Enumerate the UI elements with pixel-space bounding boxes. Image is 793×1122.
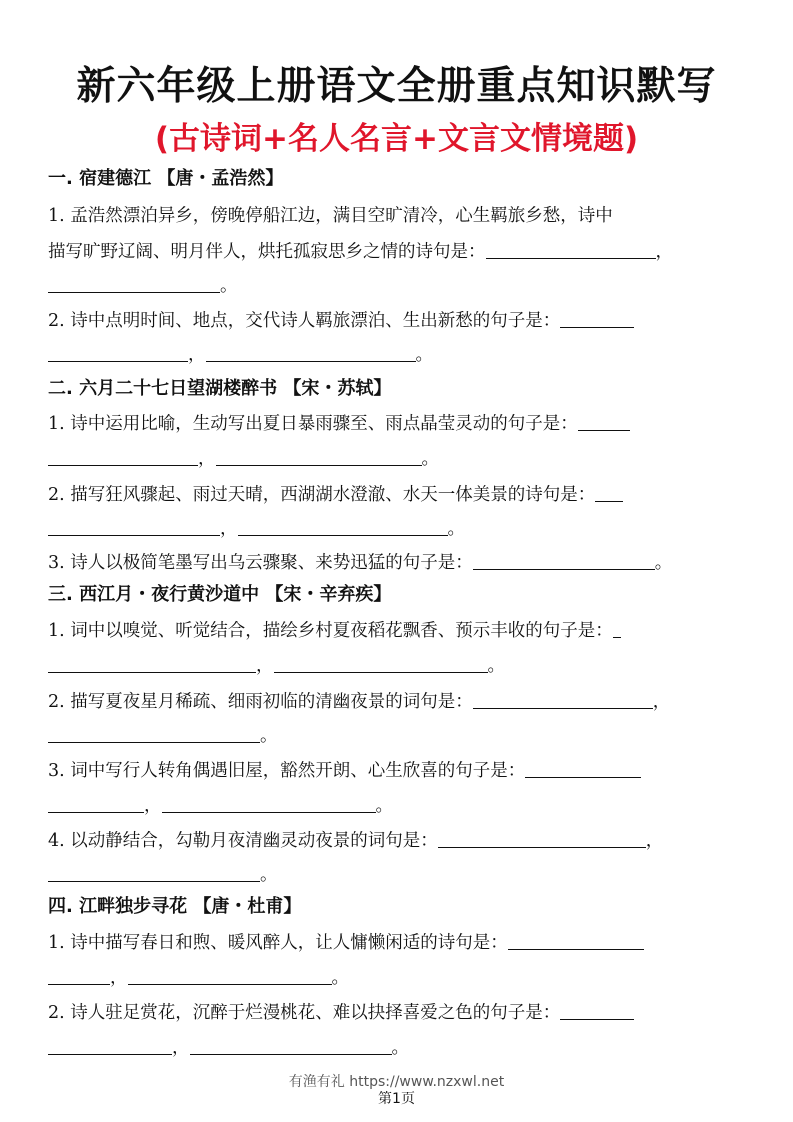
period: 。 [654,553,673,573]
question-line [48,481,623,506]
answer-blank[interactable] [48,343,188,362]
comma: ， [110,968,128,988]
question-line [48,688,670,713]
question-line [48,445,439,470]
answer-blank[interactable] [48,794,144,813]
answer-blank[interactable] [486,240,656,259]
question-line [48,515,465,540]
answer-blank[interactable] [48,1036,172,1055]
comma: ， [652,692,671,712]
comma: ， [144,796,162,816]
question-line [48,307,634,332]
question-text: 1. 孟浩然漂泊异乡，傍晚停船江边，满目空旷清冷，心生羁旅乡愁，诗中 [48,206,613,226]
answer-blank[interactable] [560,309,634,328]
period: 。 [220,276,238,296]
question-line [48,827,663,852]
comma: ， [645,831,664,851]
footer-watermark: 有渔有礼 https://www.nzxwl.net [288,1074,505,1090]
section-heading: 二. 六月二十七日望湖楼醉书 【宋・苏轼】 [48,378,392,399]
question-line [48,617,621,642]
answer-blank[interactable] [48,517,220,536]
question-line [48,238,673,263]
question-text: 3. 诗人以极简笔墨写出乌云骤聚、来势迅猛的句子是： [48,553,473,573]
question-text: 2. 诗人驻足赏花，沉醉于烂漫桃花、难以抉择喜爱之色的句子是： [48,1003,561,1023]
question-line [48,757,641,782]
comma: ， [188,345,206,365]
answer-blank[interactable] [48,274,220,293]
answer-blank[interactable] [438,829,646,848]
question-line [48,1034,409,1059]
question-text: 3. 词中写行人转角偶遇旧屋，豁然开朗、心生欣喜的句子是： [48,761,526,781]
period: 。 [260,865,278,885]
answer-blank[interactable] [48,447,198,466]
answer-blank[interactable] [162,794,376,813]
question-line [48,652,505,677]
section-heading: 四. 江畔独步寻花 【唐・杜甫】 [48,896,302,917]
question-line [48,272,238,297]
question-text: 2. 描写狂风骤起、雨过天晴，西湖湖水澄澈、水天一体美景的诗句是： [48,485,596,505]
answer-blank[interactable] [48,863,260,882]
answer-blank[interactable] [473,551,655,570]
question-line [48,722,278,747]
question-line [48,410,630,435]
period: 。 [260,726,278,746]
section-heading: 一. 宿建德江 【唐・孟浩然】 [48,168,284,189]
answer-blank[interactable] [525,759,641,778]
question-line [48,549,672,574]
answer-blank[interactable] [274,654,488,673]
answer-blank[interactable] [190,1036,392,1055]
answer-blank[interactable] [206,343,416,362]
section-heading: 三. 西江月・夜行黄沙道中 【宋・辛弃疾】 [48,584,392,605]
answer-blank[interactable] [48,654,256,673]
question-line [48,341,433,366]
period: 。 [331,968,349,988]
period: 。 [447,519,465,539]
question-line [48,999,634,1024]
question-text: 2. 描写夏夜星月稀疏、细雨初临的清幽夜景的词句是： [48,692,473,712]
answer-blank[interactable] [216,447,422,466]
page-number: 第1页 [378,1091,415,1107]
answer-blank[interactable] [238,517,448,536]
question-line [48,861,278,886]
answer-blank[interactable] [560,1001,634,1020]
question-text: 描写旷野辽阔、明月伴人，烘托孤寂思乡之情的诗句是： [48,242,486,262]
question-line [48,964,349,989]
question-line [48,929,644,954]
question-text: 1. 诗中描写春日和煦、暖风醉人，让人慵懒闲适的诗句是： [48,933,508,953]
answer-blank[interactable] [595,483,623,502]
period: 。 [375,796,393,816]
period: 。 [391,1038,409,1058]
question-text: 1. 诗中运用比喻，生动写出夏日暴雨骤至、雨点晶莹灵动的句子是： [48,414,578,434]
answer-blank[interactable] [473,690,653,709]
answer-blank[interactable] [508,931,644,950]
question-text: 2. 诗中点明时间、地点，交代诗人羁旅漂泊、生出新愁的句子是： [48,311,561,331]
page-subtitle: (古诗词+名人名言+文言文情境题) [154,121,639,157]
period: 。 [487,656,505,676]
answer-blank[interactable] [578,412,630,431]
comma: ， [655,242,673,262]
comma: ， [172,1038,190,1058]
comma: ， [220,519,238,539]
answer-blank[interactable] [613,619,621,638]
page-title: 新六年级上册语文全册重点知识默写 [76,64,717,109]
answer-blank[interactable] [48,966,110,985]
period: 。 [415,345,433,365]
question-text: 1. 词中以嗅觉、听觉结合，描绘乡村夏夜稻花飘香、预示丰收的句子是： [48,621,613,641]
answer-blank[interactable] [128,966,332,985]
question-line [48,792,393,817]
comma: ， [198,449,216,469]
period: 。 [421,449,439,469]
comma: ， [256,656,274,676]
answer-blank[interactable] [48,724,260,743]
question-text: 4. 以动静结合，勾勒月夜清幽灵动夜景的词句是： [48,831,438,851]
